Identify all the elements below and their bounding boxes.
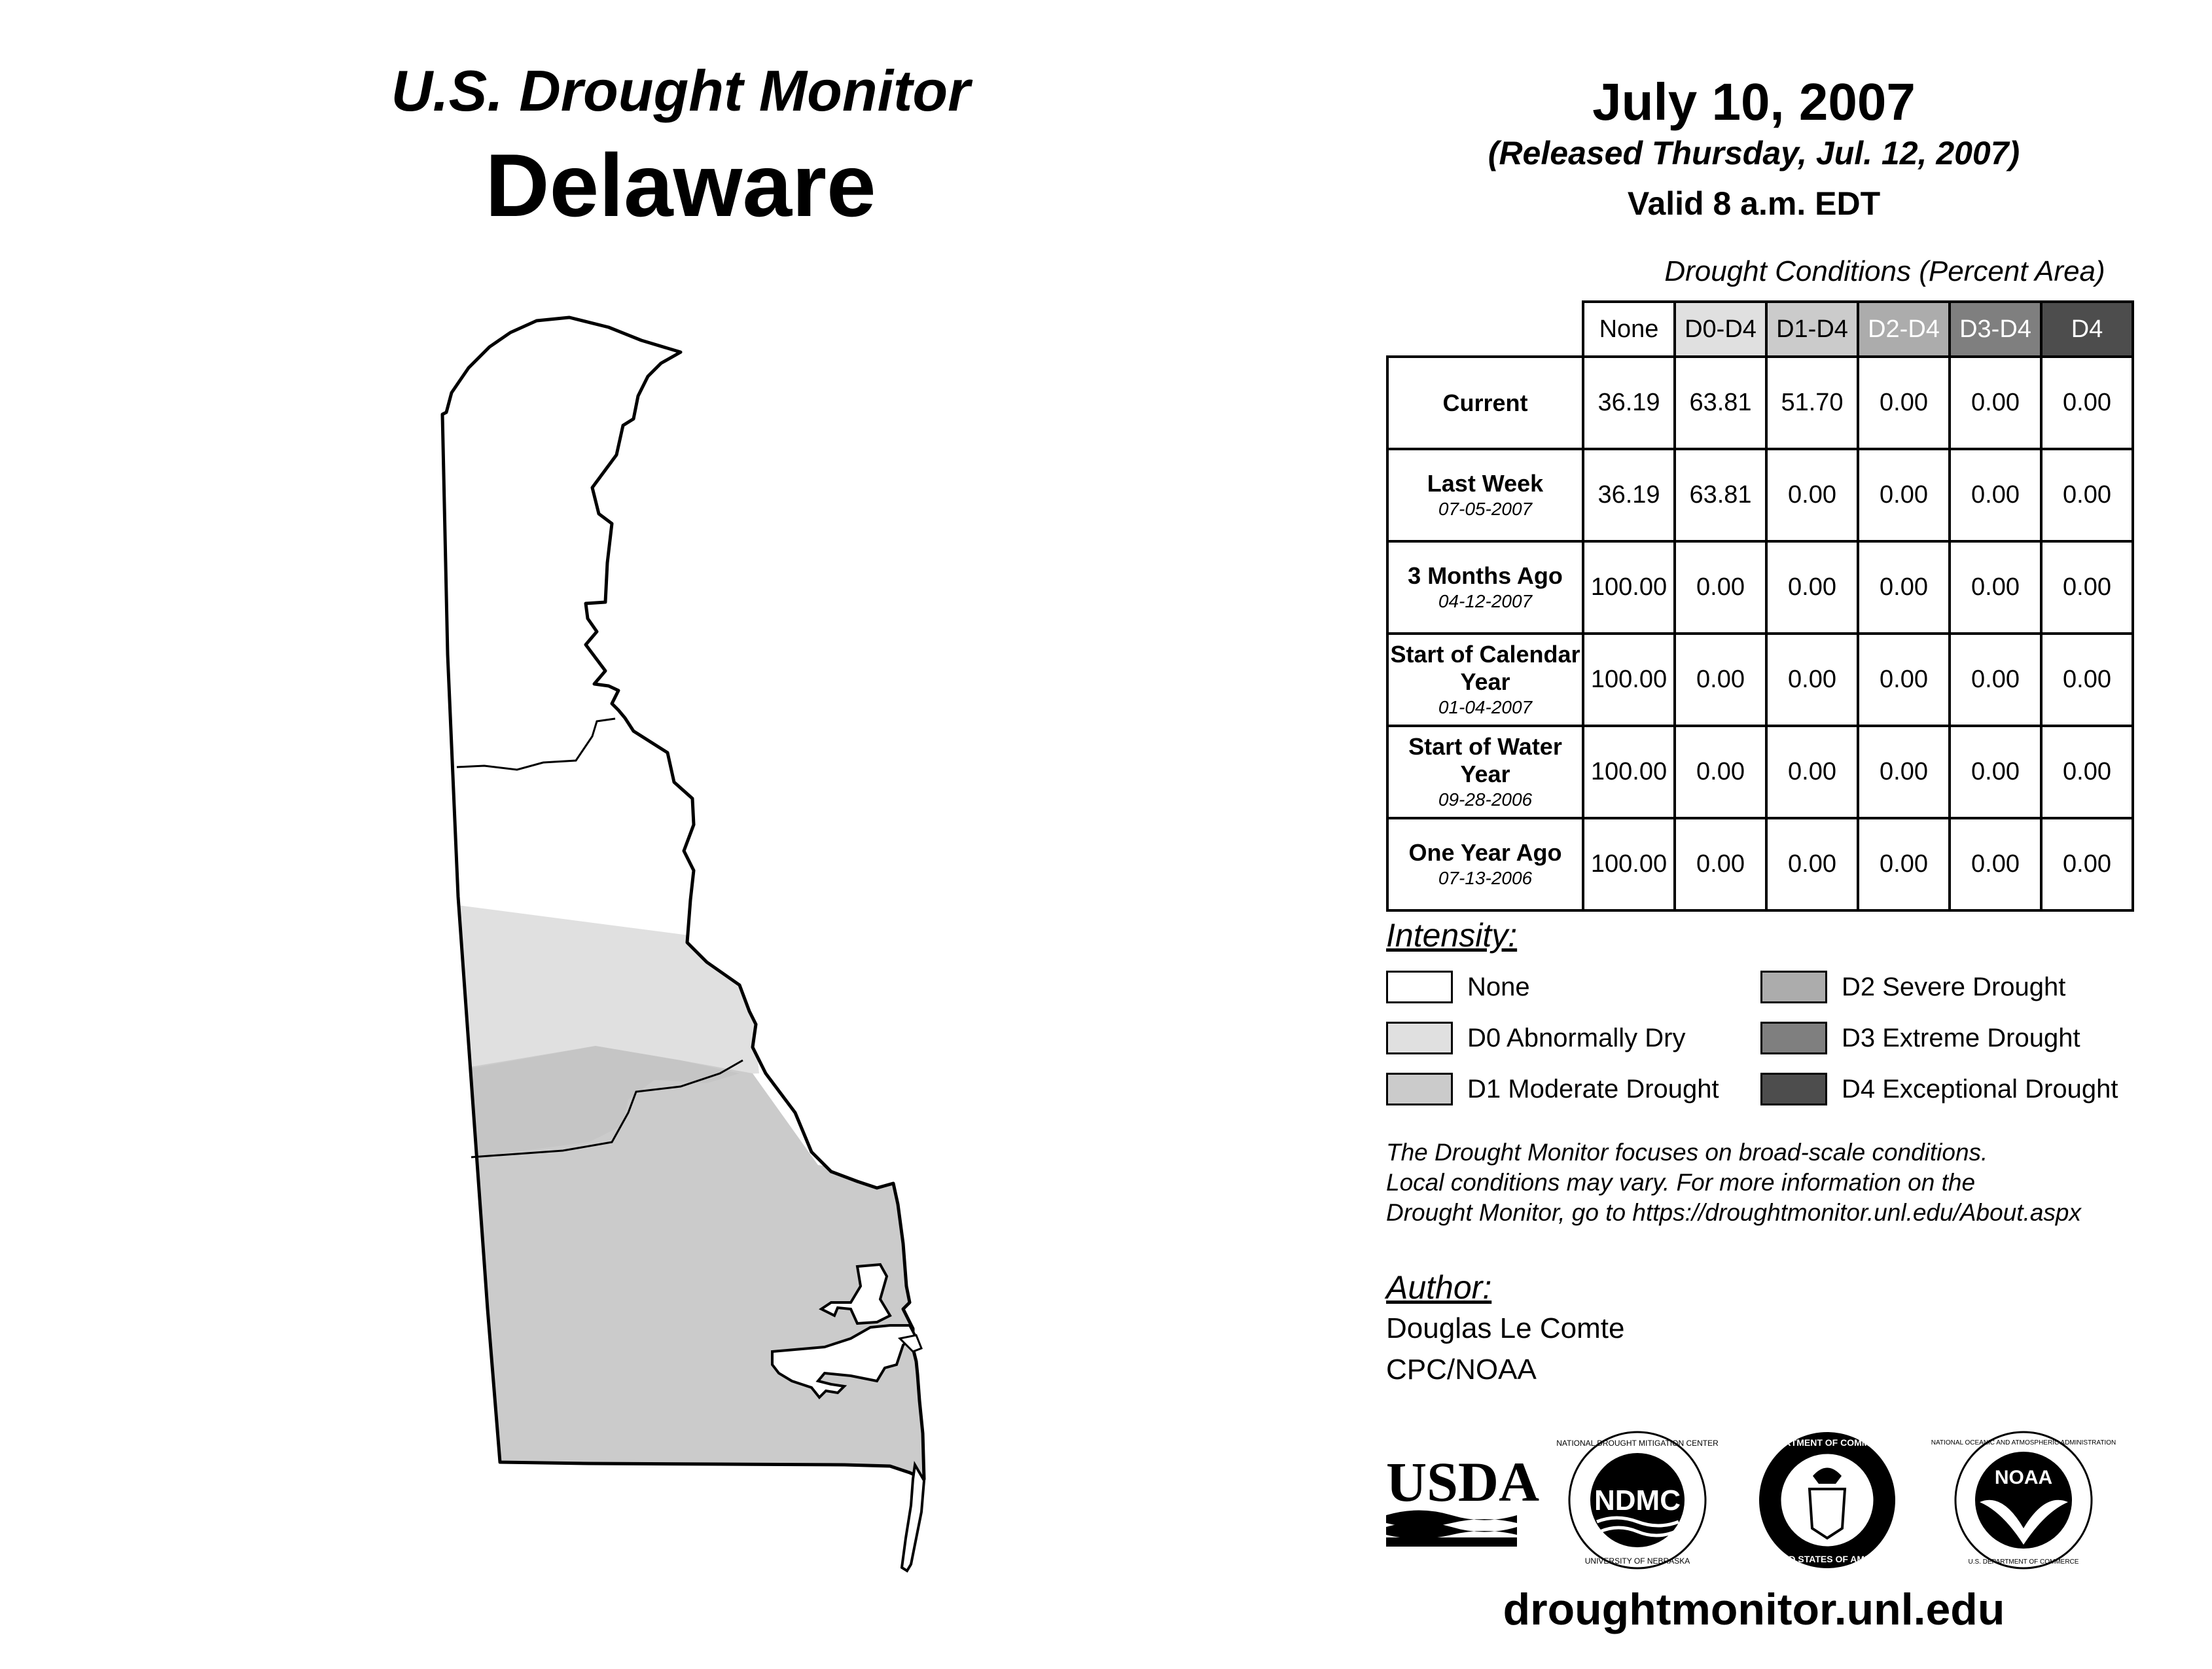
table-cell: 0.00 (1950, 818, 2041, 910)
table-row (1387, 726, 2133, 818)
valid-time: Valid 8 a.m. EDT (1627, 185, 1881, 222)
table-cell: 0.00 (1675, 541, 1766, 634)
row-label: Start of Calendar Year (1390, 640, 1580, 695)
legend-item-d1 (1386, 1071, 1719, 1107)
noaa-logo-text: NOAA (1994, 1467, 2053, 1488)
table-cell: 0.00 (1858, 357, 1950, 449)
legend-label: D4 Exceptional Drought (1842, 1074, 2118, 1104)
table-cell: 0.00 (2041, 449, 2133, 541)
row-label: 3 Months Ago (1408, 562, 1563, 589)
col-header-d2-d4: D2-D4 (1858, 302, 1950, 357)
commerce-ring-bottom: UNITED STATES OF AMERICA (1761, 1554, 1893, 1564)
table-cell: 0.00 (1766, 541, 1858, 634)
table-cell: 0.00 (1858, 726, 1950, 818)
table-cell: 100.00 (1583, 726, 1675, 818)
legend-item-none (1386, 969, 1530, 1005)
table-cell: 63.81 (1675, 449, 1766, 541)
row-date: 07-05-2007 (1438, 498, 1533, 519)
col-header-d0-d4: D0-D4 (1675, 302, 1766, 357)
drought-stats-table (1386, 300, 2134, 912)
commerce-seal-logo (1757, 1430, 1898, 1571)
legend-item-d3 (1760, 1020, 2080, 1056)
table-cell: 0.00 (1950, 634, 2041, 726)
legend-label: D0 Abnormally Dry (1467, 1023, 1686, 1052)
table-cell: 0.00 (2041, 357, 2133, 449)
map-title: U.S. Drought Monitor (391, 58, 971, 123)
note-line: The Drought Monitor focuses on broad-scale conditions. (1386, 1139, 1988, 1166)
table-row (1387, 634, 2133, 726)
fenwick-strip (902, 1465, 924, 1571)
legend-swatch (1386, 1022, 1453, 1054)
table-cell: 0.00 (2041, 541, 2133, 634)
legend-swatch (1386, 971, 1453, 1003)
legend-label: D1 Moderate Drought (1467, 1074, 1719, 1104)
row-label: One Year Ago (1408, 838, 1562, 866)
ndmc-logo-text: NDMC (1594, 1484, 1681, 1516)
table-corner (1387, 302, 1583, 357)
legend-swatch (1386, 1073, 1453, 1105)
ndmc-ring-top: NATIONAL DROUGHT MITIGATION CENTER (1556, 1439, 1719, 1448)
table-cell: 0.00 (1858, 449, 1950, 541)
col-header-d4: D4 (2041, 302, 2133, 357)
noaa-ring-bottom: U.S. DEPARTMENT OF COMMERCE (1968, 1558, 2079, 1566)
table-cell: 0.00 (2041, 726, 2133, 818)
row-date: 01-04-2007 (1438, 696, 1533, 717)
legend-label: D3 Extreme Drought (1842, 1023, 2080, 1052)
table-header-row (1387, 302, 2133, 357)
row-date: 07-13-2006 (1438, 867, 1533, 888)
ndmc-logo (1556, 1430, 1719, 1571)
table-cell: 0.00 (1950, 726, 2041, 818)
footer-url[interactable]: droughtmonitor.unl.edu (1503, 1585, 2005, 1634)
table-cell: 0.00 (1675, 726, 1766, 818)
row-label: Start of Water Year (1408, 732, 1562, 787)
col-header-d1-d4: D1-D4 (1766, 302, 1858, 357)
commerce-ring-top: DEPARTMENT OF COMMERCE (1759, 1437, 1895, 1448)
table-caption: Drought Conditions (Percent Area) (1664, 255, 2105, 287)
table-cell: 0.00 (1950, 449, 2041, 541)
table-cell: 0.00 (1950, 357, 2041, 449)
table-cell: 36.19 (1583, 357, 1675, 449)
row-header (1387, 818, 1583, 910)
table-cell: 0.00 (1675, 634, 1766, 726)
legend-label: None (1467, 972, 1530, 1001)
usda-logo (1386, 1450, 1540, 1548)
row-header (1387, 541, 1583, 634)
author-org: CPC/NOAA (1386, 1354, 1537, 1386)
table-cell: 51.70 (1766, 357, 1858, 449)
table-cell: 100.00 (1583, 634, 1675, 726)
legend-item-d4 (1760, 1071, 2118, 1107)
table-row (1387, 357, 2133, 449)
usda-logo-text: USDA (1386, 1450, 1540, 1513)
col-header-none: None (1583, 302, 1675, 357)
disclaimer-note (1386, 1138, 2152, 1228)
legend-swatch (1760, 1073, 1827, 1105)
table-cell: 0.00 (1766, 818, 1858, 910)
table-cell: 36.19 (1583, 449, 1675, 541)
noaa-logo (1931, 1430, 2116, 1571)
table-cell: 0.00 (1950, 541, 2041, 634)
release-date: (Released Thursday, Jul. 12, 2007) (1488, 135, 2020, 171)
legend-swatch (1760, 971, 1827, 1003)
row-date: 04-12-2007 (1438, 590, 1533, 611)
legend-title: Intensity: (1386, 917, 1518, 954)
table-cell: 0.00 (1766, 449, 1858, 541)
table-row (1387, 449, 2133, 541)
ndmc-ring-bottom: UNIVERSITY OF NEBRASKA (1584, 1556, 1690, 1566)
table-cell: 0.00 (1858, 634, 1950, 726)
col-header-d3-d4: D3-D4 (1950, 302, 2041, 357)
legend-label: D2 Severe Drought (1842, 972, 2066, 1001)
table-cell: 0.00 (1675, 818, 1766, 910)
table-cell: 0.00 (2041, 818, 2133, 910)
row-label: Last Week (1427, 469, 1544, 497)
table-cell: 0.00 (1858, 541, 1950, 634)
table-cell: 0.00 (1766, 726, 1858, 818)
table-row (1387, 541, 2133, 634)
note-line: Drought Monitor, go to https://droughtmonitor.unl.edu/About.aspx (1386, 1199, 2081, 1226)
table-cell: 100.00 (1583, 818, 1675, 910)
author-name: Douglas Le Comte (1386, 1312, 1625, 1344)
author-title: Author: (1386, 1269, 1492, 1306)
table-cell: 0.00 (1766, 634, 1858, 726)
row-header (1387, 634, 1583, 726)
row-date: 09-28-2006 (1438, 789, 1533, 810)
legend-item-d0 (1386, 1020, 1685, 1056)
table-cell: 0.00 (2041, 634, 2133, 726)
map-date: July 10, 2007 (1592, 73, 1916, 131)
row-header (1387, 726, 1583, 818)
row-header (1387, 449, 1583, 541)
legend-item-d2 (1760, 969, 2065, 1005)
note-line: Local conditions may vary. For more information on the (1386, 1169, 1976, 1196)
table-cell: 0.00 (1858, 818, 1950, 910)
legend-swatch (1760, 1022, 1827, 1054)
table-cell: 100.00 (1583, 541, 1675, 634)
noaa-ring-top: NATIONAL OCEANIC AND ATMOSPHERIC ADMINISTRATION (1931, 1439, 2116, 1446)
row-header (1387, 357, 1583, 449)
state-name: Delaware (485, 135, 876, 235)
row-label: Current (1442, 389, 1528, 416)
table-cell: 63.81 (1675, 357, 1766, 449)
table-row (1387, 818, 2133, 910)
